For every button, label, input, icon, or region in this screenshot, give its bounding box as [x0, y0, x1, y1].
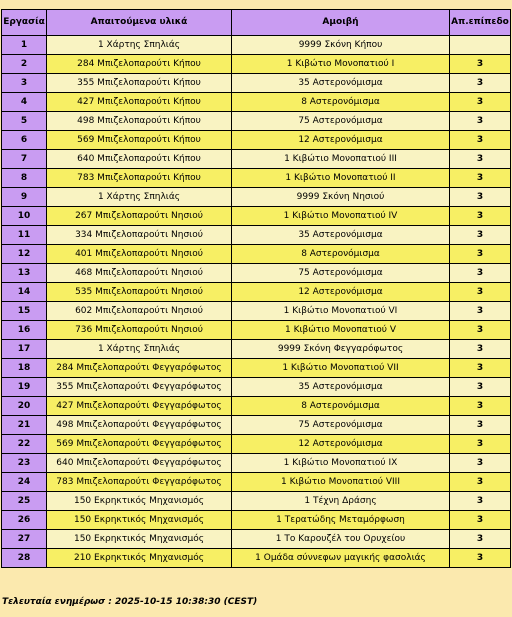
- table-row: [2, 511, 511, 530]
- level-cell: 3: [450, 473, 511, 492]
- reward-cell: 12 Αστερονόμισμα: [232, 131, 450, 150]
- materials-cell: 427 Μπιζελοπαρούτι Φεγγαρόφωτος: [47, 397, 232, 416]
- table-row: [2, 530, 511, 549]
- level-cell: 3: [450, 226, 511, 245]
- reward-cell: 35 Αστερονόμισμα: [232, 74, 450, 93]
- task-number-cell: 25: [2, 492, 47, 511]
- materials-cell: 150 Εκρηκτικός Μηχανισμός: [47, 492, 232, 511]
- task-number-cell: 7: [2, 150, 47, 169]
- task-number-cell: 3: [2, 74, 47, 93]
- level-cell: 3: [450, 264, 511, 283]
- materials-cell: 334 Μπιζελοπαρούτι Νησιού: [47, 226, 232, 245]
- materials-cell: 401 Μπιζελοπαρούτι Νησιού: [47, 245, 232, 264]
- task-number-cell: 15: [2, 302, 47, 321]
- level-cell: 3: [450, 340, 511, 359]
- task-number-cell: 5: [2, 112, 47, 131]
- task-number-cell: 23: [2, 454, 47, 473]
- task-number-cell: 24: [2, 473, 47, 492]
- quest-table-container: [1, 9, 511, 568]
- level-cell: 3: [450, 492, 511, 511]
- table-row: [2, 549, 511, 568]
- reward-cell: 1 Κιβώτιο Μονοπατιού V: [232, 321, 450, 340]
- task-number-cell: 19: [2, 378, 47, 397]
- reward-cell: 1 Κιβώτιο Μονοπατιού II: [232, 169, 450, 188]
- task-number-cell: 16: [2, 321, 47, 340]
- table-row: [2, 492, 511, 511]
- table-row: [2, 112, 511, 131]
- materials-cell: 783 Μπιζελοπαρούτι Κήπου: [47, 169, 232, 188]
- quest-table: [1, 9, 511, 568]
- materials-cell: 498 Μπιζελοπαρούτι Κήπου: [47, 112, 232, 131]
- materials-cell: 498 Μπιζελοπαρούτι Φεγγαρόφωτος: [47, 416, 232, 435]
- materials-cell: 355 Μπιζελοπαρούτι Φεγγαρόφωτος: [47, 378, 232, 397]
- materials-cell: 468 Μπιζελοπαρούτι Νησιού: [47, 264, 232, 283]
- level-cell: 3: [450, 416, 511, 435]
- table-row: [2, 454, 511, 473]
- table-row: [2, 416, 511, 435]
- table-body: [2, 36, 511, 568]
- materials-cell: 150 Εκρηκτικός Μηχανισμός: [47, 530, 232, 549]
- reward-cell: 35 Αστερονόμισμα: [232, 378, 450, 397]
- task-number-cell: 14: [2, 283, 47, 302]
- reward-cell: 1 Τερατώδης Μεταμόρφωση: [232, 511, 450, 530]
- level-cell: 3: [450, 530, 511, 549]
- table-row: [2, 321, 511, 340]
- materials-cell: 602 Μπιζελοπαρούτι Νησιού: [47, 302, 232, 321]
- materials-cell: 783 Μπιζελοπαρούτι Φεγγαρόφωτος: [47, 473, 232, 492]
- reward-cell: 9999 Σκόνη Νησιού: [232, 188, 450, 207]
- reward-cell: 8 Αστερονόμισμα: [232, 245, 450, 264]
- materials-cell: 284 Μπιζελοπαρούτι Κήπου: [47, 55, 232, 74]
- table-row: [2, 378, 511, 397]
- level-cell: 3: [450, 207, 511, 226]
- level-cell: 3: [450, 131, 511, 150]
- level-cell: [450, 36, 511, 55]
- reward-cell: 12 Αστερονόμισμα: [232, 283, 450, 302]
- reward-cell: 8 Αστερονόμισμα: [232, 397, 450, 416]
- materials-cell: 535 Μπιζελοπαρούτι Νησιού: [47, 283, 232, 302]
- reward-cell: 1 Κιβώτιο Μονοπατιού IV: [232, 207, 450, 226]
- table-row: [2, 188, 511, 207]
- level-cell: 3: [450, 511, 511, 530]
- task-number-cell: 13: [2, 264, 47, 283]
- level-cell: 3: [450, 283, 511, 302]
- task-number-cell: 20: [2, 397, 47, 416]
- reward-cell: 1 Τέχνη Δράσης: [232, 492, 450, 511]
- table-row: [2, 131, 511, 150]
- materials-cell: 284 Μπιζελοπαρούτι Φεγγαρόφωτος: [47, 359, 232, 378]
- header-materials: Απαιτούμενα υλικά: [47, 10, 232, 36]
- level-cell: 3: [450, 150, 511, 169]
- header-task: Εργασία: [2, 10, 47, 36]
- materials-cell: 427 Μπιζελοπαρούτι Κήπου: [47, 93, 232, 112]
- level-cell: 3: [450, 245, 511, 264]
- table-row: [2, 302, 511, 321]
- materials-cell: 267 Μπιζελοπαρούτι Νησιού: [47, 207, 232, 226]
- task-number-cell: 4: [2, 93, 47, 112]
- reward-cell: 1 Ομάδα σύννεφων μαγικής φασολιάς: [232, 549, 450, 568]
- level-cell: 3: [450, 302, 511, 321]
- task-number-cell: 22: [2, 435, 47, 454]
- materials-cell: 1 Χάρτης Σπηλιάς: [47, 36, 232, 55]
- reward-cell: 1 Κιβώτιο Μονοπατιού I: [232, 55, 450, 74]
- reward-cell: 1 Κιβώτιο Μονοπατιού VIII: [232, 473, 450, 492]
- table-row: [2, 264, 511, 283]
- task-number-cell: 21: [2, 416, 47, 435]
- table-row: [2, 359, 511, 378]
- header-level: Απ.επίπεδο: [450, 10, 511, 36]
- level-cell: 3: [450, 321, 511, 340]
- table-row: [2, 55, 511, 74]
- materials-cell: 1 Χάρτης Σπηλιάς: [47, 188, 232, 207]
- task-number-cell: 6: [2, 131, 47, 150]
- reward-cell: 8 Αστερονόμισμα: [232, 93, 450, 112]
- table-row: [2, 435, 511, 454]
- task-number-cell: 12: [2, 245, 47, 264]
- level-cell: 3: [450, 378, 511, 397]
- level-cell: 3: [450, 549, 511, 568]
- reward-cell: 75 Αστερονόμισμα: [232, 416, 450, 435]
- table-row: [2, 74, 511, 93]
- task-number-cell: 26: [2, 511, 47, 530]
- task-number-cell: 1: [2, 36, 47, 55]
- materials-cell: 150 Εκρηκτικός Μηχανισμός: [47, 511, 232, 530]
- task-number-cell: 9: [2, 188, 47, 207]
- level-cell: 3: [450, 93, 511, 112]
- table-row: [2, 207, 511, 226]
- reward-cell: 9999 Σκόνη Κήπου: [232, 36, 450, 55]
- table-row: [2, 245, 511, 264]
- task-number-cell: 27: [2, 530, 47, 549]
- table-row: [2, 340, 511, 359]
- level-cell: 3: [450, 169, 511, 188]
- table-row: [2, 397, 511, 416]
- reward-cell: 75 Αστερονόμισμα: [232, 264, 450, 283]
- materials-cell: 569 Μπιζελοπαρούτι Κήπου: [47, 131, 232, 150]
- level-cell: 3: [450, 112, 511, 131]
- materials-cell: 640 Μπιζελοπαρούτι Φεγγαρόφωτος: [47, 454, 232, 473]
- level-cell: 3: [450, 188, 511, 207]
- reward-cell: 1 Το Καρουζέλ του Ορυχείου: [232, 530, 450, 549]
- last-updated-text: Τελευταία ενημέρωσ : 2025-10-15 10:38:30 (CEST): [2, 597, 258, 607]
- table-row: [2, 169, 511, 188]
- reward-cell: 35 Αστερονόμισμα: [232, 226, 450, 245]
- table-row: [2, 93, 511, 112]
- materials-cell: 1 Χάρτης Σπηλιάς: [47, 340, 232, 359]
- task-number-cell: 10: [2, 207, 47, 226]
- reward-cell: 9999 Σκόνη Φεγγαρόφωτος: [232, 340, 450, 359]
- materials-cell: 640 Μπιζελοπαρούτι Κήπου: [47, 150, 232, 169]
- task-number-cell: 11: [2, 226, 47, 245]
- materials-cell: 210 Εκρηκτικός Μηχανισμός: [47, 549, 232, 568]
- reward-cell: 1 Κιβώτιο Μονοπατιού VI: [232, 302, 450, 321]
- table-row: [2, 150, 511, 169]
- reward-cell: 1 Κιβώτιο Μονοπατιού IX: [232, 454, 450, 473]
- table-row: [2, 36, 511, 55]
- table-row: [2, 226, 511, 245]
- header-reward: Αμοιβή: [232, 10, 450, 36]
- table-row: [2, 473, 511, 492]
- reward-cell: 12 Αστερονόμισμα: [232, 435, 450, 454]
- materials-cell: 355 Μπιζελοπαρούτι Κήπου: [47, 74, 232, 93]
- level-cell: 3: [450, 55, 511, 74]
- materials-cell: 736 Μπιζελοπαρούτι Νησιού: [47, 321, 232, 340]
- task-number-cell: 17: [2, 340, 47, 359]
- task-number-cell: 2: [2, 55, 47, 74]
- reward-cell: 75 Αστερονόμισμα: [232, 112, 450, 131]
- materials-cell: 569 Μπιζελοπαρούτι Φεγγαρόφωτος: [47, 435, 232, 454]
- reward-cell: 1 Κιβώτιο Μονοπατιού VII: [232, 359, 450, 378]
- table-row: [2, 283, 511, 302]
- task-number-cell: 8: [2, 169, 47, 188]
- level-cell: 3: [450, 435, 511, 454]
- level-cell: 3: [450, 74, 511, 93]
- level-cell: 3: [450, 454, 511, 473]
- reward-cell: 1 Κιβώτιο Μονοπατιού III: [232, 150, 450, 169]
- table-header-row: [2, 10, 511, 36]
- task-number-cell: 28: [2, 549, 47, 568]
- task-number-cell: 18: [2, 359, 47, 378]
- level-cell: 3: [450, 359, 511, 378]
- level-cell: 3: [450, 397, 511, 416]
